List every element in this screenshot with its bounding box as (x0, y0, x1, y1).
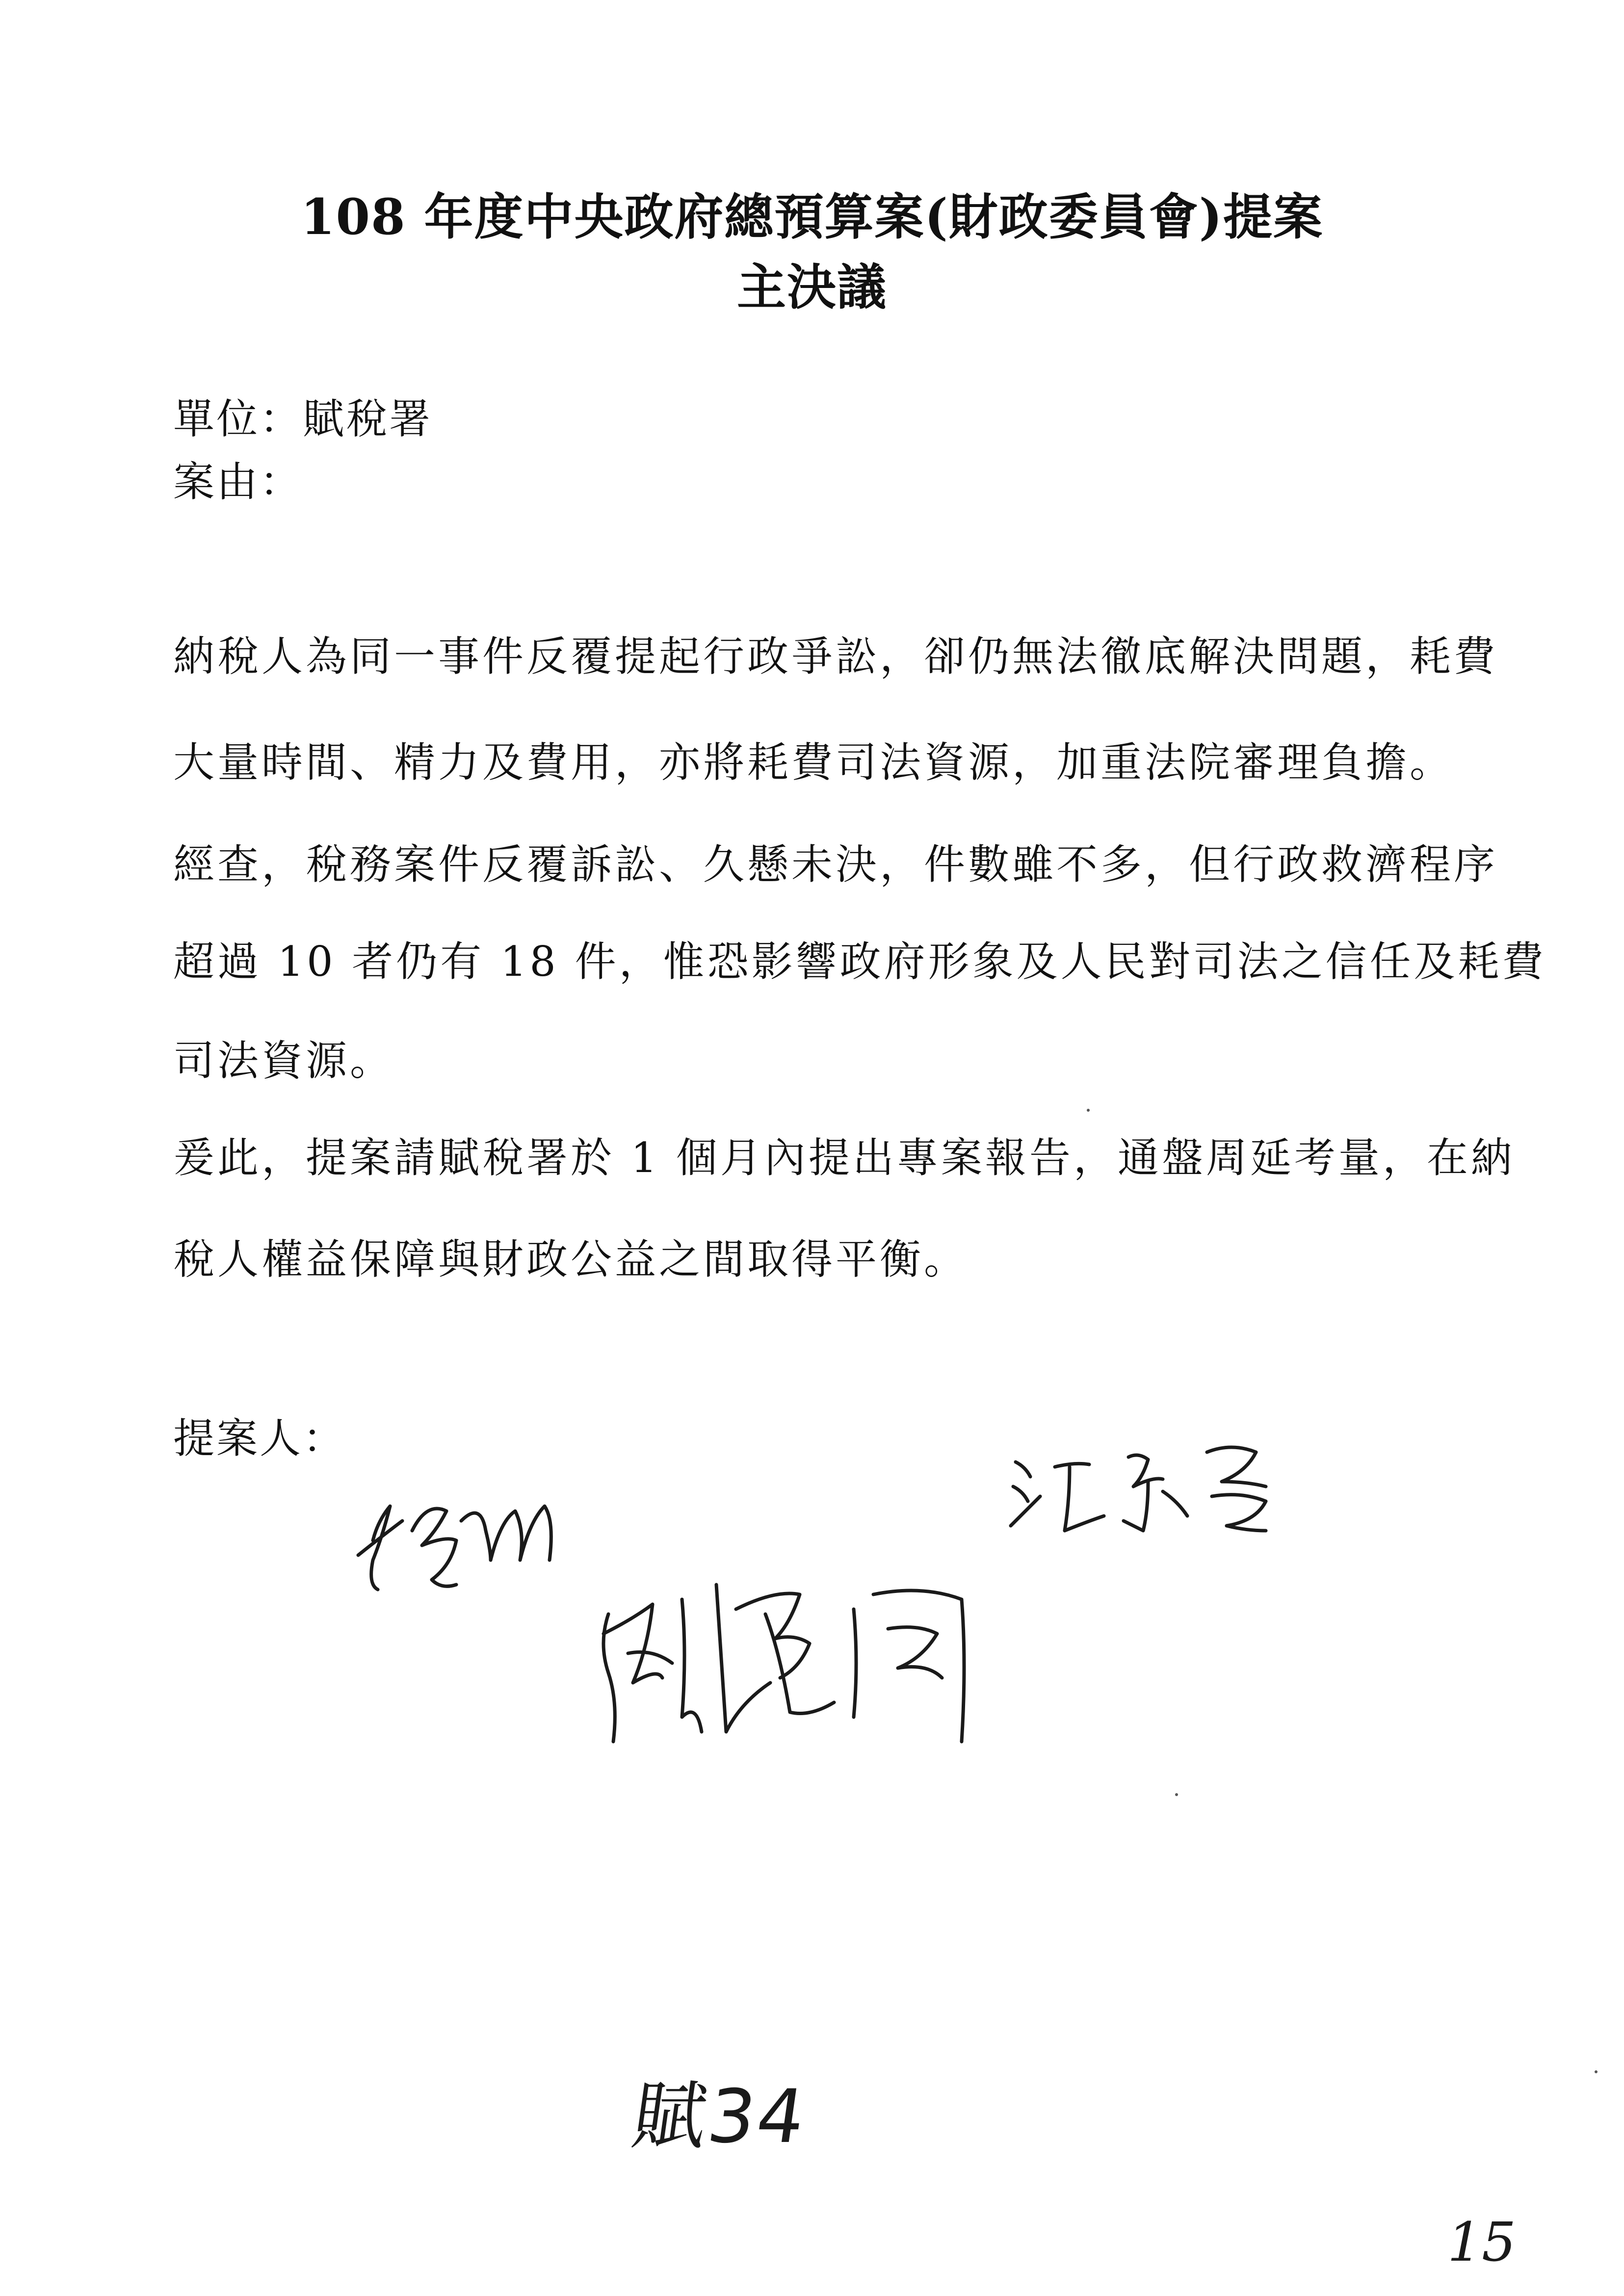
signature-liu-jianguo (579, 1555, 991, 1761)
body-line: 稅人權益保障與財政公益之間取得平衡。 (173, 1235, 969, 1283)
reason-label: 案由： (173, 458, 303, 506)
signature-jiang-yongchang (1001, 1433, 1285, 1540)
body-line: 司法資源。 (173, 1037, 394, 1085)
page-subtitle: 主決議 (737, 258, 887, 316)
proposer-label: 提案人： (173, 1414, 346, 1462)
body-line: 大量時間、精力及費用，亦將耗費司法資源，加重法院審理負擔。 (173, 738, 1454, 786)
stamp-code: 賦34 (627, 2074, 812, 2160)
scan-speck (1087, 1109, 1090, 1112)
body-line: 爰此，提案請賦稅署於 1 個月內提出專案報告，通盤周延考量，在納 (173, 1134, 1515, 1182)
body-line: 納稅人為同一事件反覆提起行政爭訟，卻仍無法徹底解決問題，耗費 (173, 632, 1498, 680)
body-line: 經查，稅務案件反覆訴訟、久懸未決，件數雖不多，但行政救濟程序 (173, 840, 1498, 888)
unit-label: 單位： (173, 395, 303, 443)
signature-scrawl (343, 1462, 618, 1609)
page-title: 108 年度中央政府總預算案(財政委員會)提案 (300, 188, 1324, 246)
scan-speck (1595, 2070, 1598, 2073)
body-line: 超過 10 者仍有 18 件，惟恐影響政府形象及人民對司法之信任及耗費 (173, 938, 1546, 986)
scan-speck (1175, 1793, 1178, 1796)
unit-line (173, 395, 433, 443)
unit-value: 賦稅署 (303, 395, 433, 443)
page-number: 15 (1447, 2211, 1516, 2273)
